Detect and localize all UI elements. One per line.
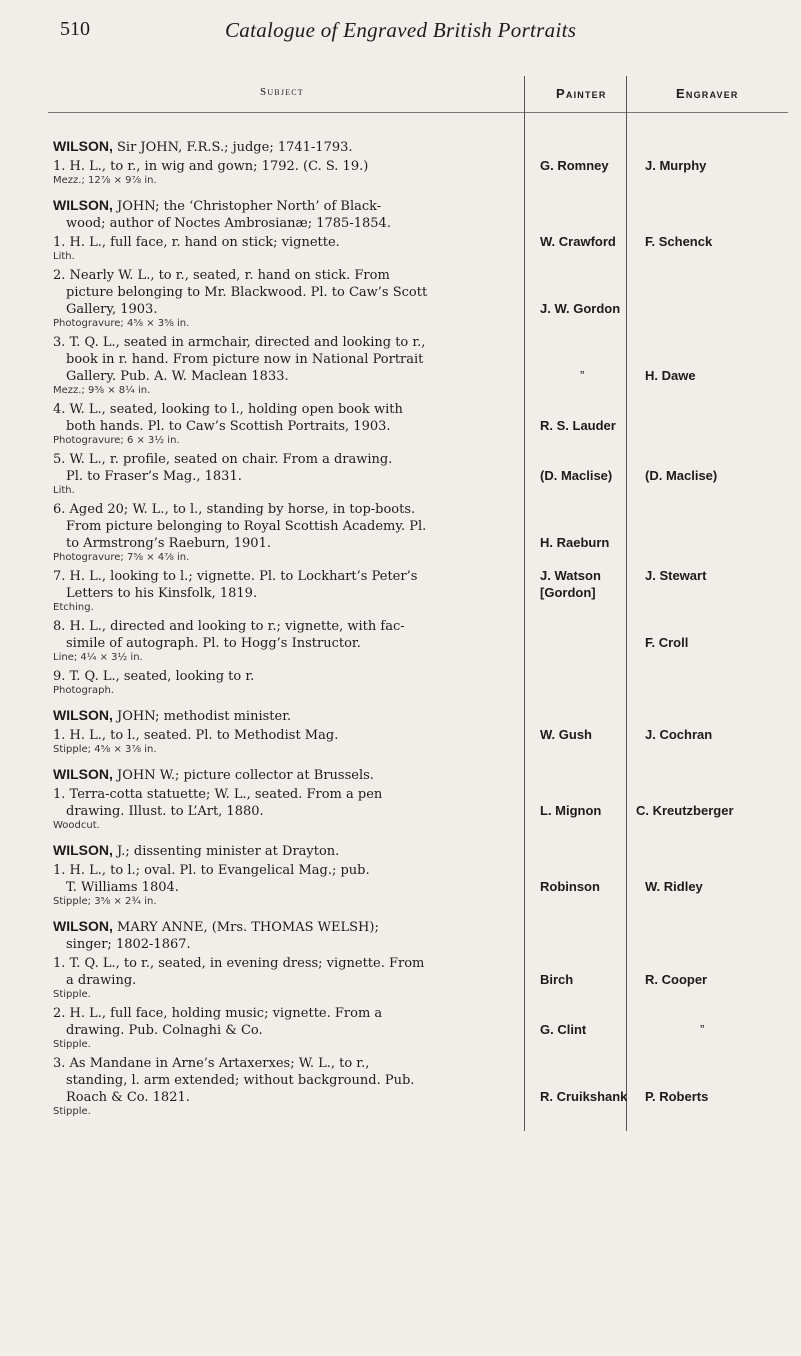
portrait-item: 1. H. L., to r., in wig and gown; 1792. (C. S. 19.) <box>53 159 369 174</box>
entry-description: MARY ANNE, (Mrs. THOMAS WELSH); <box>112 920 379 935</box>
portrait-item-continued: drawing. Illust. to L’Art, 1880. <box>66 804 264 819</box>
portrait-item-continued: simile of autograph. Pl. to Hogg’s Instructor. <box>66 636 361 651</box>
engraver-name: W. Ridley <box>645 879 703 894</box>
column-header-subject: Subject <box>260 86 304 98</box>
painter-name: R. S. Lauder <box>540 418 616 433</box>
page-number: 510 <box>60 18 90 40</box>
portrait-item: 8. H. L., directed and looking to r.; vignette, with fac- <box>53 619 405 634</box>
portrait-item-continued: a drawing. <box>66 973 137 988</box>
portrait-item: 4. W. L., seated, looking to l., holding open book with <box>53 402 403 417</box>
portrait-item-continued: singer; 1802-1867. <box>66 937 191 952</box>
painter-name: Birch <box>540 972 574 987</box>
painter-name: Robinson <box>540 879 600 894</box>
painter-name: (D. Maclise) <box>540 468 613 483</box>
portrait-item-continued: wood; author of Noctes Ambrosianæ; 1785-1854. <box>66 216 391 231</box>
entry-heading <box>53 842 523 860</box>
print-technique: Lith. <box>53 251 75 262</box>
painter-name: G. Clint <box>540 1022 587 1037</box>
portrait-item-continued: book in r. hand. From picture now in National Portrait <box>66 352 424 367</box>
column-header-engraver: Engraver <box>676 86 739 101</box>
print-technique: Line; 4¼ × 3½ in. <box>53 652 143 663</box>
print-technique: Stipple. <box>53 1106 91 1117</box>
entry-description: JOHN; the ‘Christopher North’ of Black- <box>112 199 382 214</box>
engraver-name: J. Cochran <box>645 727 713 742</box>
print-technique: Woodcut. <box>53 820 100 831</box>
column-header-painter: Painter <box>556 86 607 101</box>
engraver-name: R. Cooper <box>645 972 708 987</box>
engraver-name: F. Croll <box>645 635 689 650</box>
painter-name: L. Mignon <box>540 803 602 818</box>
portrait-item: 1. T. Q. L., to r., seated, in evening dress; vignette. From <box>53 956 425 971</box>
painter-name: G. Romney <box>540 158 609 173</box>
engraver-name: ” <box>700 1022 705 1037</box>
portrait-item-continued: to Armstrong’s Raeburn, 1901. <box>66 536 271 551</box>
column-divider-painter-engraver <box>626 76 627 1131</box>
print-technique: Photogravure; 6 × 3½ in. <box>53 435 180 446</box>
column-headers <box>0 86 801 110</box>
portrait-item-continued: Roach & Co. 1821. <box>66 1090 190 1105</box>
entry-surname: WILSON, <box>53 918 113 934</box>
portrait-item: 9. T. Q. L., seated, looking to r. <box>53 669 255 684</box>
entry-surname: WILSON, <box>53 197 113 213</box>
print-technique: Etching. <box>53 602 94 613</box>
entry-surname: WILSON, <box>53 707 113 723</box>
entry-surname: WILSON, <box>53 138 113 154</box>
print-technique: Stipple; 3⅝ × 2¾ in. <box>53 896 157 907</box>
engraver-name: H. Dawe <box>645 368 696 383</box>
entry-description: JOHN W.; picture collector at Brussels. <box>112 768 374 783</box>
portrait-item-continued: picture belonging to Mr. Blackwood. Pl. to Caw’s Scott <box>66 285 428 300</box>
painter-name: J. W. Gordon <box>540 301 621 316</box>
painter-name: H. Raeburn <box>540 535 610 550</box>
print-technique: Mezz.; 9⅜ × 8¼ in. <box>53 385 151 396</box>
entry-description: Sir JOHN, F.R.S.; judge; 1741-1793. <box>112 140 353 155</box>
engraver-name: P. Roberts <box>645 1089 709 1104</box>
portrait-item-continued: drawing. Pub. Colnaghi & Co. <box>66 1023 263 1038</box>
entry-heading <box>53 707 523 725</box>
engraver-name: (D. Maclise) <box>645 468 718 483</box>
portrait-item: 3. As Mandane in Arne’s Artaxerxes; W. L., to r., <box>53 1056 370 1071</box>
print-technique: Stipple; 4⅝ × 3⅞ in. <box>53 744 157 755</box>
header-rule <box>48 112 788 113</box>
entry-description: J.; dissenting minister at Drayton. <box>112 844 340 859</box>
painter-name: [Gordon] <box>540 585 596 600</box>
portrait-item: 1. H. L., to l.; oval. Pl. to Evangelical Mag.; pub. <box>53 863 370 878</box>
portrait-item: 7. H. L., looking to l.; vignette. Pl. to Lockhart’s Peter’s <box>53 569 418 584</box>
portrait-item-continued: From picture belonging to Royal Scottish Academy. Pl. <box>66 519 427 534</box>
portrait-item-continued: standing, l. arm extended; without background. Pub. <box>66 1073 415 1088</box>
engraver-name: C. Kreutzberger <box>636 803 734 818</box>
portrait-item-continued: T. Williams 1804. <box>66 880 179 895</box>
entry-surname: WILSON, <box>53 766 113 782</box>
painter-name: R. Cruikshank <box>540 1089 628 1104</box>
page-header <box>60 18 760 48</box>
portrait-item-continued: both hands. Pl. to Caw’s Scottish Portraits, 1903. <box>66 419 391 434</box>
portrait-item: 5. W. L., r. profile, seated on chair. From a drawing. <box>53 452 393 467</box>
painter-name: W. Gush <box>540 727 592 742</box>
entry-heading <box>53 918 523 936</box>
entry-heading <box>53 197 523 215</box>
entry-heading <box>53 766 523 784</box>
engraver-name: J. Murphy <box>645 158 707 173</box>
painter-name: W. Crawford <box>540 234 616 249</box>
portrait-item-continued: Gallery. Pub. A. W. Maclean 1833. <box>66 369 289 384</box>
entry-surname: WILSON, <box>53 842 113 858</box>
portrait-item-continued: Gallery, 1903. <box>66 302 158 317</box>
running-title: Catalogue of Engraved British Portraits <box>225 18 577 42</box>
portrait-item: 2. H. L., full face, holding music; vignette. From a <box>53 1006 383 1021</box>
print-technique: Stipple. <box>53 1039 91 1050</box>
painter-name: J. Watson <box>540 568 601 583</box>
entry-heading <box>53 138 523 156</box>
print-technique: Mezz.; 12⅞ × 9⅞ in. <box>53 175 157 186</box>
entry-description: JOHN; methodist minister. <box>112 709 292 724</box>
portrait-item: 3. T. Q. L., seated in armchair, directed and looking to r., <box>53 335 426 350</box>
print-technique: Photograph. <box>53 685 114 696</box>
portrait-item: 1. H. L., to l., seated. Pl. to Methodist Mag. <box>53 728 339 743</box>
painter-name: ” <box>580 368 585 383</box>
portrait-item-continued: Pl. to Fraser’s Mag., 1831. <box>66 469 242 484</box>
portrait-item: 1. H. L., full face, r. hand on stick; vignette. <box>53 235 340 250</box>
print-technique: Photogravure; 4⅝ × 3⅝ in. <box>53 318 190 329</box>
engraver-name: J. Stewart <box>645 568 707 583</box>
print-technique: Photogravure; 7⅝ × 4⅞ in. <box>53 552 190 563</box>
portrait-item: 2. Nearly W. L., to r., seated, r. hand on stick. From <box>53 268 390 283</box>
print-technique: Stipple. <box>53 989 91 1000</box>
portrait-item: 6. Aged 20; W. L., to l., standing by horse, in top-boots. <box>53 502 416 517</box>
engraver-name: F. Schenck <box>645 234 713 249</box>
print-technique: Lith. <box>53 485 75 496</box>
portrait-item-continued: Letters to his Kinsfolk, 1819. <box>66 586 258 601</box>
portrait-item: 1. Terra-cotta statuette; W. L., seated. From a pen <box>53 787 383 802</box>
